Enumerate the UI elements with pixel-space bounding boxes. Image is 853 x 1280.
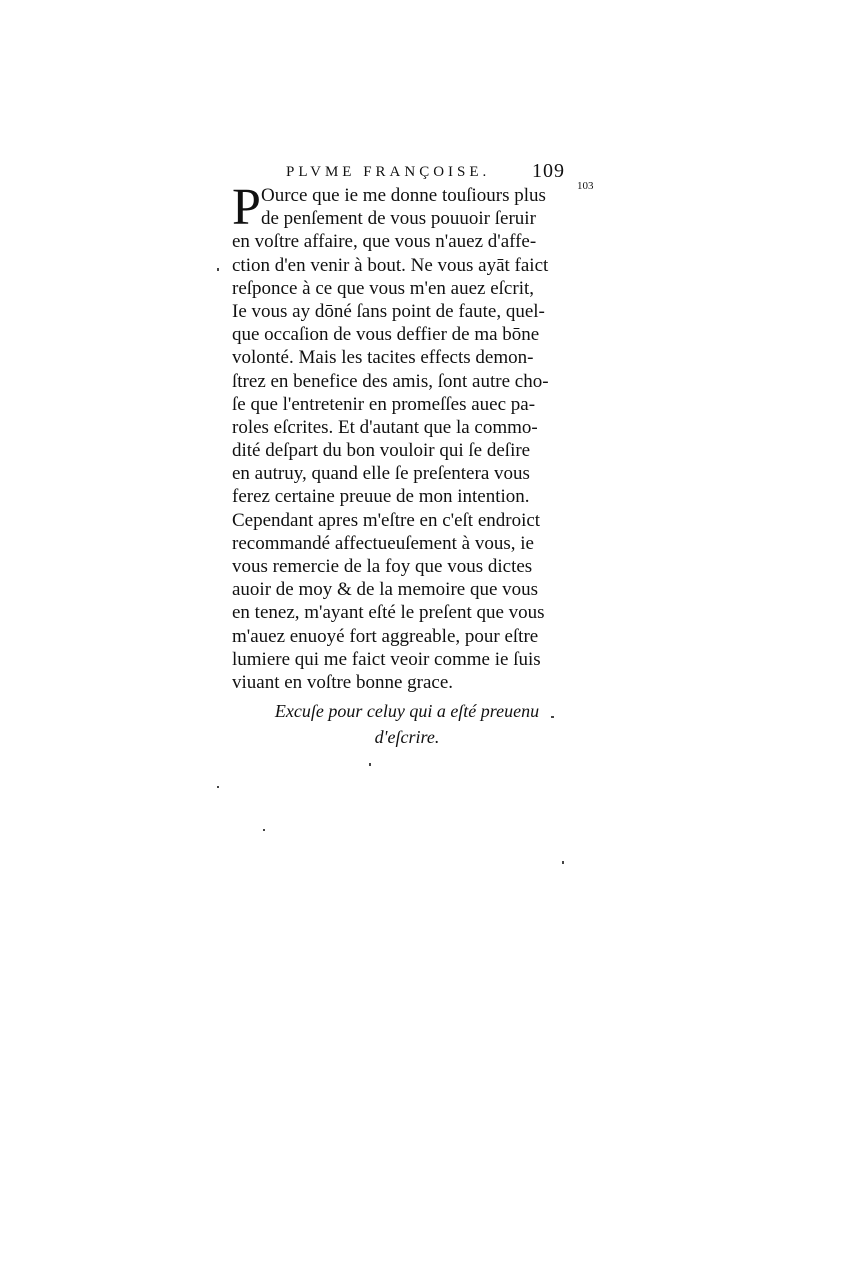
text-line: volonté. Mais les tacites effects demon- [232,347,534,369]
heading-line: Excuſe pour celuy qui a eſté preuenu [274,701,540,721]
speck-mark [562,861,564,864]
letter-body [232,179,572,694]
heading-line: d'eſcrire. [374,727,440,747]
page-number: 109 [532,160,565,182]
margin-page-number: 103 [577,180,594,192]
text-line: recommandé affectueuſement à vous, ie [232,532,534,554]
section-heading [262,698,552,750]
text-line: ction d'en venir à bout. Ne vous ayāt faict [232,254,549,276]
text-line: Ource que ie me donne touſiours plus [261,185,546,206]
text-line: reſponce à ce que vous m'en auez eſcrit, [232,277,534,299]
running-title: PLVME FRANÇOISE. [286,164,491,180]
text-line: dité deſpart du bon vouloir qui ſe deſire [232,440,531,462]
text-line: viuant en voſtre bonne grace. [232,671,454,693]
text-line: que occaſion de vous deffier de ma bōne [232,324,540,346]
text-line: en autruy, quand elle ſe preſentera vous [232,463,530,485]
text-line: en tenez, m'ayant eſté le preſent que vous [232,602,545,624]
text-line: ſe que l'entretenir en promeſſes auec pa- [232,393,536,415]
text-line: ferez certaine preuue de mon intention. [232,486,530,508]
text-line: Cependant apres m'eſtre en c'eſt endroict [232,509,541,531]
text-line: Ie vous ay dōné ſans point de faute, quel- [232,300,545,322]
speck-mark [369,763,371,766]
running-head [286,160,596,184]
text-line: en voſtre affaire, que vous n'auez d'affe- [232,231,537,253]
text-line: vous remercie de la foy que vous dictes [232,556,533,577]
text-line: m'auez enuoyé fort aggreable, pour eſtre [232,625,539,647]
speck-mark [217,786,219,788]
speck-mark [551,716,554,718]
text-line: lumiere qui me faict veoir comme ie ſuis [232,648,541,670]
text-line: ſtrez en benefice des amis, ſont autre cho- [232,370,549,392]
text-line: de penſement de vous pouuoir ſeruir [261,208,536,230]
speck-mark [263,829,265,831]
text-line: auoir de moy & de la memoire que vous [232,579,539,601]
speck-mark [217,268,219,271]
drop-capital: P [232,179,261,236]
text-line: roles eſcrites. Et d'autant que la commo- [232,416,538,438]
